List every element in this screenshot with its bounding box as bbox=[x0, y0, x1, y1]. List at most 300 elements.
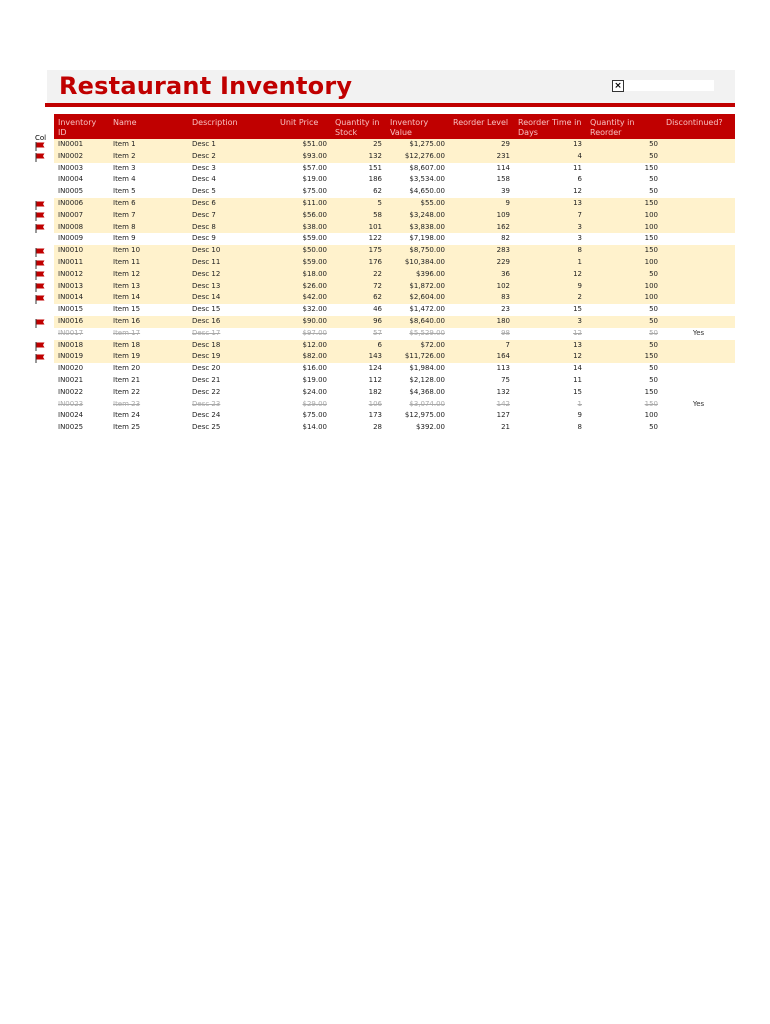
cell-unit-price[interactable]: $11.00 bbox=[276, 198, 331, 210]
cell-description[interactable]: Desc 20 bbox=[192, 364, 221, 373]
cell-id[interactable]: IN0015 bbox=[58, 305, 84, 314]
cell-quantity-reorder[interactable]: 50 bbox=[586, 316, 662, 328]
cell-discontinued[interactable] bbox=[662, 410, 735, 422]
cell-name[interactable]: Item 7 bbox=[109, 210, 188, 222]
cell-unit-price[interactable]: $56.00 bbox=[276, 210, 331, 222]
cell-inventory-value[interactable]: $2,128.00 bbox=[409, 375, 445, 384]
table-row[interactable] bbox=[54, 281, 735, 293]
cell-name[interactable]: Item 2 bbox=[109, 151, 188, 163]
table-row[interactable] bbox=[54, 340, 735, 352]
cell-id[interactable]: IN0019 bbox=[54, 351, 109, 363]
cell-reorder-days[interactable]: 12 bbox=[514, 269, 586, 281]
cell-quantity[interactable]: 62 bbox=[373, 187, 382, 196]
cell-quantity-reorder[interactable]: 150 bbox=[644, 399, 658, 408]
col-header-reorder-time[interactable]: Reorder Time in Days bbox=[514, 113, 586, 139]
cell-quantity-reorder[interactable]: 150 bbox=[644, 234, 658, 243]
cell-id[interactable]: IN0007 bbox=[54, 210, 109, 222]
cell-description[interactable]: Desc 3 bbox=[192, 163, 216, 172]
cell-name[interactable]: Item 9 bbox=[113, 234, 136, 243]
cell-reorder-level[interactable]: 180 bbox=[449, 316, 514, 328]
cell-inventory-value[interactable]: $12,975.00 bbox=[404, 411, 445, 420]
cell-reorder-level[interactable]: 231 bbox=[449, 151, 514, 163]
cell-quantity-reorder[interactable]: 150 bbox=[586, 198, 662, 210]
col-header-name[interactable]: Name bbox=[109, 113, 188, 139]
side-label: Col bbox=[35, 134, 47, 142]
cell-quantity[interactable]: 101 bbox=[331, 222, 386, 234]
cell-name[interactable]: Item 13 bbox=[109, 281, 188, 293]
cell-discontinued[interactable] bbox=[662, 222, 735, 234]
cell-name[interactable]: Item 4 bbox=[113, 175, 136, 184]
cell-unit-price[interactable]: $57.00 bbox=[302, 163, 327, 172]
cell-reorder-level[interactable]: 229 bbox=[449, 257, 514, 269]
cell-unit-price[interactable]: $51.00 bbox=[276, 139, 331, 151]
cell-id[interactable]: IN0012 bbox=[54, 269, 109, 281]
cell-description[interactable]: Desc 22 bbox=[192, 387, 221, 396]
cell-description[interactable]: Desc 24 bbox=[192, 411, 221, 420]
cell-quantity[interactable]: 96 bbox=[331, 316, 386, 328]
cell-inventory-value[interactable]: $7,198.00 bbox=[409, 234, 445, 243]
cell-name[interactable]: Item 21 bbox=[113, 375, 141, 384]
cell-id[interactable]: IN0002 bbox=[54, 151, 109, 163]
cell-name[interactable]: Item 20 bbox=[113, 364, 141, 373]
cell-inventory-value[interactable]: $4,368.00 bbox=[409, 387, 445, 396]
table-row[interactable] bbox=[54, 387, 735, 399]
table-row[interactable] bbox=[54, 269, 735, 281]
cell-inventory-value[interactable]: $3,534.00 bbox=[409, 175, 445, 184]
cell-name[interactable]: Item 19 bbox=[109, 351, 188, 363]
cell-reorder-level[interactable]: 36 bbox=[449, 269, 514, 281]
cell-description[interactable]: Desc 19 bbox=[188, 351, 276, 363]
table-row[interactable] bbox=[54, 233, 735, 245]
cell-inventory-value[interactable]: $3,838.00 bbox=[386, 222, 449, 234]
cell-quantity-reorder[interactable]: 50 bbox=[586, 139, 662, 151]
cell-discontinued[interactable] bbox=[662, 257, 735, 269]
cell-unit-price[interactable]: $82.00 bbox=[276, 351, 331, 363]
cell-reorder-level[interactable]: 39 bbox=[501, 187, 510, 196]
col-header-quantity-in-stock[interactable]: Quantity in Stock bbox=[331, 113, 386, 139]
cell-inventory-value[interactable]: $1,472.00 bbox=[409, 305, 445, 314]
cell-inventory-value[interactable]: $8,750.00 bbox=[386, 245, 449, 257]
flag-icon bbox=[35, 342, 45, 351]
cell-quantity-reorder[interactable]: 50 bbox=[649, 187, 658, 196]
col-header-reorder-level[interactable]: Reorder Level bbox=[449, 113, 514, 139]
cell-id[interactable]: IN0024 bbox=[58, 411, 84, 420]
cell-id[interactable]: IN0011 bbox=[54, 257, 109, 269]
cell-unit-price[interactable]: $14.00 bbox=[302, 423, 327, 432]
cell-quantity[interactable]: 57 bbox=[373, 328, 382, 337]
cell-id[interactable]: IN0010 bbox=[54, 245, 109, 257]
cell-reorder-days[interactable]: 1 bbox=[577, 399, 582, 408]
cell-unit-price[interactable]: $32.00 bbox=[302, 305, 327, 314]
cell-quantity[interactable]: 6 bbox=[331, 340, 386, 352]
table-row[interactable] bbox=[54, 174, 735, 186]
cell-quantity-reorder[interactable]: 50 bbox=[586, 269, 662, 281]
cell-quantity[interactable]: 186 bbox=[368, 175, 382, 184]
cell-quantity[interactable]: 22 bbox=[331, 269, 386, 281]
cell-discontinued[interactable] bbox=[662, 340, 735, 352]
col-header-description[interactable]: Description bbox=[188, 113, 276, 139]
cell-reorder-days[interactable]: 13 bbox=[514, 340, 586, 352]
table-row[interactable] bbox=[54, 363, 735, 375]
table-row[interactable] bbox=[54, 328, 735, 340]
cell-reorder-days[interactable]: 13 bbox=[514, 139, 586, 151]
flag-icon bbox=[35, 153, 45, 162]
cell-unit-price[interactable]: $24.00 bbox=[302, 387, 327, 396]
cell-quantity[interactable]: 143 bbox=[331, 351, 386, 363]
cell-quantity-reorder[interactable]: 100 bbox=[586, 292, 662, 304]
table-row[interactable] bbox=[54, 422, 735, 434]
cell-inventory-value[interactable]: $3,248.00 bbox=[386, 210, 449, 222]
cell-description[interactable]: Desc 11 bbox=[188, 257, 276, 269]
cell-inventory-value[interactable]: $55.00 bbox=[386, 198, 449, 210]
cell-quantity-reorder[interactable]: 50 bbox=[586, 151, 662, 163]
table-row[interactable] bbox=[54, 222, 735, 234]
cell-inventory-value[interactable]: $392.00 bbox=[416, 423, 445, 432]
col-header-inventory-value[interactable]: Inventory Value bbox=[386, 113, 449, 139]
cell-inventory-value[interactable]: $72.00 bbox=[386, 340, 449, 352]
cell-name[interactable]: Item 3 bbox=[113, 163, 136, 172]
cell-reorder-level[interactable]: 23 bbox=[501, 305, 510, 314]
cell-id[interactable]: IN0004 bbox=[58, 175, 84, 184]
cell-description[interactable]: Desc 10 bbox=[188, 245, 276, 257]
cell-discontinued[interactable] bbox=[662, 210, 735, 222]
cell-name[interactable]: Item 14 bbox=[109, 292, 188, 304]
cell-name[interactable]: Item 10 bbox=[109, 245, 188, 257]
cell-quantity-reorder[interactable]: 100 bbox=[586, 210, 662, 222]
cell-unit-price[interactable]: $12.00 bbox=[276, 340, 331, 352]
cell-reorder-days[interactable]: 8 bbox=[514, 245, 586, 257]
cell-discontinued[interactable] bbox=[662, 174, 735, 186]
table-row[interactable] bbox=[54, 210, 735, 222]
cell-discontinued[interactable] bbox=[662, 281, 735, 293]
cell-discontinued[interactable] bbox=[662, 363, 735, 375]
cell-description[interactable]: Desc 12 bbox=[188, 269, 276, 281]
cell-reorder-days[interactable]: 12 bbox=[573, 328, 582, 337]
cell-quantity[interactable]: 151 bbox=[368, 163, 382, 172]
cell-unit-price[interactable]: $50.00 bbox=[276, 245, 331, 257]
cell-quantity-reorder[interactable]: 50 bbox=[649, 423, 658, 432]
cell-description[interactable]: Desc 13 bbox=[188, 281, 276, 293]
cell-name[interactable]: Item 24 bbox=[113, 411, 141, 420]
cell-description[interactable]: Desc 23 bbox=[192, 399, 221, 408]
cell-unit-price[interactable]: $29.00 bbox=[302, 399, 327, 408]
table-body bbox=[54, 139, 735, 434]
cell-id[interactable]: IN0001 bbox=[54, 139, 109, 151]
cell-inventory-value[interactable]: $10,384.00 bbox=[386, 257, 449, 269]
cell-unit-price[interactable]: $42.00 bbox=[276, 292, 331, 304]
cell-reorder-days[interactable]: 4 bbox=[514, 151, 586, 163]
cell-reorder-days[interactable]: 12 bbox=[573, 187, 582, 196]
col-header-inventory-id[interactable]: Inventory ID bbox=[54, 113, 109, 139]
cell-name[interactable]: Item 8 bbox=[109, 222, 188, 234]
cell-quantity-reorder[interactable]: 150 bbox=[644, 163, 658, 172]
cell-reorder-level[interactable]: 21 bbox=[501, 423, 510, 432]
cell-reorder-level[interactable]: 98 bbox=[501, 328, 510, 337]
cell-name[interactable]: Item 23 bbox=[113, 399, 141, 408]
cell-quantity[interactable]: 58 bbox=[331, 210, 386, 222]
cell-id[interactable]: IN0003 bbox=[58, 163, 84, 172]
cell-description[interactable]: Desc 8 bbox=[188, 222, 276, 234]
cell-inventory-value[interactable]: $8,640.00 bbox=[386, 316, 449, 328]
cell-inventory-value[interactable]: $1,872.00 bbox=[386, 281, 449, 293]
cell-quantity-reorder[interactable]: 50 bbox=[586, 340, 662, 352]
cell-reorder-level[interactable]: 102 bbox=[449, 281, 514, 293]
cell-discontinued[interactable] bbox=[662, 375, 735, 387]
cell-inventory-value[interactable]: $5,529.00 bbox=[409, 328, 445, 337]
cell-reorder-days[interactable]: 2 bbox=[514, 292, 586, 304]
cell-quantity-reorder[interactable]: 150 bbox=[644, 387, 658, 396]
cell-quantity[interactable]: 112 bbox=[368, 375, 382, 384]
cell-quantity[interactable]: 176 bbox=[331, 257, 386, 269]
cell-reorder-days[interactable]: 11 bbox=[573, 375, 582, 384]
cell-unit-price[interactable]: $97.00 bbox=[302, 328, 327, 337]
cell-reorder-level[interactable]: 75 bbox=[501, 375, 510, 384]
cell-quantity-reorder[interactable]: 100 bbox=[586, 222, 662, 234]
cell-reorder-days[interactable]: 3 bbox=[514, 316, 586, 328]
cell-reorder-days[interactable]: 7 bbox=[514, 210, 586, 222]
cell-quantity[interactable]: 175 bbox=[331, 245, 386, 257]
cell-reorder-days[interactable]: 6 bbox=[577, 175, 582, 184]
table-row[interactable] bbox=[54, 304, 735, 316]
cell-discontinued[interactable] bbox=[662, 186, 735, 198]
cell-reorder-level[interactable]: 132 bbox=[496, 387, 510, 396]
cell-id[interactable]: IN0020 bbox=[58, 364, 84, 373]
cell-reorder-level[interactable]: 114 bbox=[496, 163, 510, 172]
cell-unit-price[interactable]: $59.00 bbox=[302, 234, 327, 243]
flag-icon bbox=[35, 295, 45, 304]
cell-reorder-days[interactable]: 9 bbox=[577, 411, 582, 420]
cell-reorder-days[interactable]: 12 bbox=[514, 351, 586, 363]
cell-name[interactable]: Item 18 bbox=[109, 340, 188, 352]
cell-reorder-days[interactable]: 1 bbox=[514, 257, 586, 269]
cell-discontinued[interactable] bbox=[662, 139, 735, 151]
table-row[interactable] bbox=[54, 375, 735, 387]
cell-quantity-reorder[interactable]: 150 bbox=[586, 245, 662, 257]
cell-description[interactable]: Desc 2 bbox=[188, 151, 276, 163]
cell-discontinued[interactable] bbox=[662, 351, 735, 363]
cell-description[interactable]: Desc 7 bbox=[188, 210, 276, 222]
table-row[interactable] bbox=[54, 163, 735, 175]
cell-quantity[interactable]: 122 bbox=[368, 234, 382, 243]
cell-reorder-level[interactable]: 83 bbox=[449, 292, 514, 304]
checkbox-icon[interactable]: × bbox=[612, 80, 624, 92]
cell-reorder-level[interactable]: 82 bbox=[501, 234, 510, 243]
cell-reorder-level[interactable]: 7 bbox=[449, 340, 514, 352]
cell-inventory-value[interactable]: $11,726.00 bbox=[386, 351, 449, 363]
cell-name[interactable]: Item 17 bbox=[113, 328, 141, 337]
cell-reorder-level[interactable]: 158 bbox=[496, 175, 510, 184]
table-row[interactable] bbox=[54, 292, 735, 304]
cell-description[interactable]: Desc 21 bbox=[192, 375, 221, 384]
cell-discontinued[interactable] bbox=[662, 316, 735, 328]
cell-id[interactable]: IN0014 bbox=[54, 292, 109, 304]
flag-icon bbox=[35, 260, 45, 269]
cell-discontinued[interactable] bbox=[662, 151, 735, 163]
cell-reorder-level[interactable]: 29 bbox=[449, 139, 514, 151]
cell-name[interactable]: Item 5 bbox=[113, 187, 136, 196]
table-row[interactable] bbox=[54, 139, 735, 151]
table-row[interactable] bbox=[54, 410, 735, 422]
cell-quantity-reorder[interactable]: 50 bbox=[649, 305, 658, 314]
flag-icon bbox=[35, 354, 45, 363]
cell-id[interactable]: IN0018 bbox=[54, 340, 109, 352]
cell-id[interactable]: IN0005 bbox=[58, 187, 84, 196]
cell-reorder-level[interactable]: 164 bbox=[449, 351, 514, 363]
cell-reorder-level[interactable]: 283 bbox=[449, 245, 514, 257]
cell-id[interactable]: IN0016 bbox=[54, 316, 109, 328]
table-row[interactable] bbox=[54, 399, 735, 411]
cell-quantity-reorder[interactable]: 100 bbox=[586, 257, 662, 269]
cell-unit-price[interactable]: $19.00 bbox=[302, 175, 327, 184]
cell-quantity[interactable]: 5 bbox=[331, 198, 386, 210]
cell-inventory-value[interactable]: $8,607.00 bbox=[409, 163, 445, 172]
cell-discontinued[interactable] bbox=[662, 198, 735, 210]
cell-discontinued[interactable]: Yes bbox=[692, 328, 705, 337]
cell-discontinued[interactable] bbox=[662, 292, 735, 304]
cell-reorder-days[interactable]: 14 bbox=[573, 364, 582, 373]
cell-quantity-reorder[interactable]: 150 bbox=[586, 351, 662, 363]
flag-icon bbox=[35, 224, 45, 233]
cell-id[interactable]: IN0009 bbox=[58, 234, 84, 243]
cell-quantity[interactable]: 28 bbox=[373, 423, 382, 432]
cell-reorder-days[interactable]: 9 bbox=[514, 281, 586, 293]
cell-inventory-value[interactable]: $12,276.00 bbox=[386, 151, 449, 163]
cell-unit-price[interactable]: $59.00 bbox=[276, 257, 331, 269]
cell-inventory-value[interactable]: $3,074.00 bbox=[409, 399, 445, 408]
cell-description[interactable]: Desc 9 bbox=[192, 234, 216, 243]
cell-reorder-days[interactable]: 11 bbox=[573, 163, 582, 172]
cell-discontinued[interactable] bbox=[662, 245, 735, 257]
cell-quantity-reorder[interactable]: 50 bbox=[649, 375, 658, 384]
cell-reorder-days[interactable]: 3 bbox=[577, 234, 582, 243]
cell-description[interactable]: Desc 14 bbox=[188, 292, 276, 304]
cell-unit-price[interactable]: $75.00 bbox=[302, 187, 327, 196]
table-row[interactable] bbox=[54, 198, 735, 210]
cell-quantity[interactable]: 72 bbox=[331, 281, 386, 293]
cell-unit-price[interactable]: $90.00 bbox=[276, 316, 331, 328]
title-divider bbox=[45, 103, 735, 107]
cell-description[interactable]: Desc 17 bbox=[192, 328, 221, 337]
cell-description[interactable]: Desc 25 bbox=[192, 423, 221, 432]
cell-name[interactable]: Item 12 bbox=[109, 269, 188, 281]
cell-unit-price[interactable]: $19.00 bbox=[302, 375, 327, 384]
cell-inventory-value[interactable]: $4,650.00 bbox=[409, 187, 445, 196]
table-row[interactable] bbox=[54, 245, 735, 257]
cell-discontinued[interactable] bbox=[662, 422, 735, 434]
cell-quantity-reorder[interactable]: 100 bbox=[644, 411, 658, 420]
table-row[interactable] bbox=[54, 351, 735, 363]
cell-reorder-level[interactable]: 142 bbox=[496, 399, 510, 408]
cell-reorder-days[interactable]: 13 bbox=[514, 198, 586, 210]
cell-reorder-days[interactable]: 15 bbox=[573, 305, 582, 314]
cell-discontinued[interactable] bbox=[662, 304, 735, 316]
cell-quantity[interactable]: 124 bbox=[368, 364, 382, 373]
cell-quantity-reorder[interactable]: 50 bbox=[649, 328, 658, 337]
cell-id[interactable]: IN0006 bbox=[54, 198, 109, 210]
cell-quantity-reorder[interactable]: 50 bbox=[649, 175, 658, 184]
cell-quantity[interactable]: 182 bbox=[368, 387, 382, 396]
cell-unit-price[interactable]: $93.00 bbox=[276, 151, 331, 163]
cell-discontinued[interactable] bbox=[662, 387, 735, 399]
cell-inventory-value[interactable]: $2,604.00 bbox=[386, 292, 449, 304]
cell-quantity[interactable]: 173 bbox=[368, 411, 382, 420]
cell-reorder-level[interactable]: 113 bbox=[496, 364, 510, 373]
header-row bbox=[54, 113, 735, 139]
cell-quantity-reorder[interactable]: 50 bbox=[649, 364, 658, 373]
cell-description[interactable]: Desc 4 bbox=[192, 175, 216, 184]
table-row[interactable] bbox=[54, 186, 735, 198]
inventory-table bbox=[54, 112, 735, 434]
cell-name[interactable]: Item 1 bbox=[109, 139, 188, 151]
cell-id[interactable]: IN0025 bbox=[58, 423, 84, 432]
cell-unit-price[interactable]: $38.00 bbox=[276, 222, 331, 234]
cell-quantity-reorder[interactable]: 100 bbox=[586, 281, 662, 293]
cell-reorder-days[interactable]: 8 bbox=[577, 423, 582, 432]
cell-name[interactable]: Item 16 bbox=[109, 316, 188, 328]
cell-discontinued[interactable]: Yes bbox=[692, 399, 705, 408]
checkbox-field bbox=[624, 80, 714, 91]
cell-inventory-value[interactable]: $1,984.00 bbox=[409, 364, 445, 373]
cell-name[interactable]: Item 15 bbox=[113, 305, 141, 314]
cell-name[interactable]: Item 6 bbox=[109, 198, 188, 210]
cell-discontinued[interactable] bbox=[662, 269, 735, 281]
page-title: Restaurant Inventory bbox=[59, 72, 353, 100]
cell-inventory-value[interactable]: $1,275.00 bbox=[386, 139, 449, 151]
col-header-discontinued[interactable]: Discontinued? bbox=[662, 113, 735, 139]
col-header-quantity-in-reorder[interactable]: Quantity in Reorder bbox=[586, 113, 662, 139]
cell-reorder-level[interactable]: 162 bbox=[449, 222, 514, 234]
cell-discontinued[interactable] bbox=[662, 163, 735, 175]
cell-reorder-days[interactable]: 3 bbox=[514, 222, 586, 234]
cell-quantity[interactable]: 46 bbox=[373, 305, 382, 314]
col-header-unit-price[interactable]: Unit Price bbox=[276, 113, 331, 139]
cell-id[interactable]: IN0022 bbox=[58, 387, 84, 396]
cell-description[interactable]: Desc 5 bbox=[192, 187, 216, 196]
cell-name[interactable]: Item 22 bbox=[113, 387, 141, 396]
table-row[interactable] bbox=[54, 151, 735, 163]
cell-quantity[interactable]: 106 bbox=[368, 399, 382, 408]
cell-unit-price[interactable]: $26.00 bbox=[276, 281, 331, 293]
cell-reorder-level[interactable]: 109 bbox=[449, 210, 514, 222]
cell-description[interactable]: Desc 1 bbox=[188, 139, 276, 151]
cell-discontinued[interactable] bbox=[662, 233, 735, 245]
cell-reorder-level[interactable]: 9 bbox=[449, 198, 514, 210]
cell-unit-price[interactable]: $16.00 bbox=[302, 364, 327, 373]
cell-id[interactable]: IN0021 bbox=[58, 375, 84, 384]
cell-description[interactable]: Desc 18 bbox=[188, 340, 276, 352]
cell-name[interactable]: Item 25 bbox=[113, 423, 141, 432]
cell-id[interactable]: IN0023 bbox=[58, 399, 84, 408]
cell-reorder-days[interactable]: 15 bbox=[573, 387, 582, 396]
flag-icon bbox=[35, 212, 45, 221]
cell-id[interactable]: IN0017 bbox=[58, 328, 84, 337]
cell-quantity[interactable]: 132 bbox=[331, 151, 386, 163]
cell-name[interactable]: Item 11 bbox=[109, 257, 188, 269]
cell-unit-price[interactable]: $75.00 bbox=[302, 411, 327, 420]
cell-id[interactable]: IN0013 bbox=[54, 281, 109, 293]
cell-inventory-value[interactable]: $396.00 bbox=[386, 269, 449, 281]
cell-quantity[interactable]: 25 bbox=[331, 139, 386, 151]
table-row[interactable] bbox=[54, 316, 735, 328]
cell-id[interactable]: IN0008 bbox=[54, 222, 109, 234]
cell-description[interactable]: Desc 15 bbox=[192, 305, 221, 314]
table-row[interactable] bbox=[54, 257, 735, 269]
cell-reorder-level[interactable]: 127 bbox=[496, 411, 510, 420]
cell-description[interactable]: Desc 6 bbox=[188, 198, 276, 210]
cell-quantity[interactable]: 62 bbox=[331, 292, 386, 304]
cell-description[interactable]: Desc 16 bbox=[188, 316, 276, 328]
cell-unit-price[interactable]: $18.00 bbox=[276, 269, 331, 281]
